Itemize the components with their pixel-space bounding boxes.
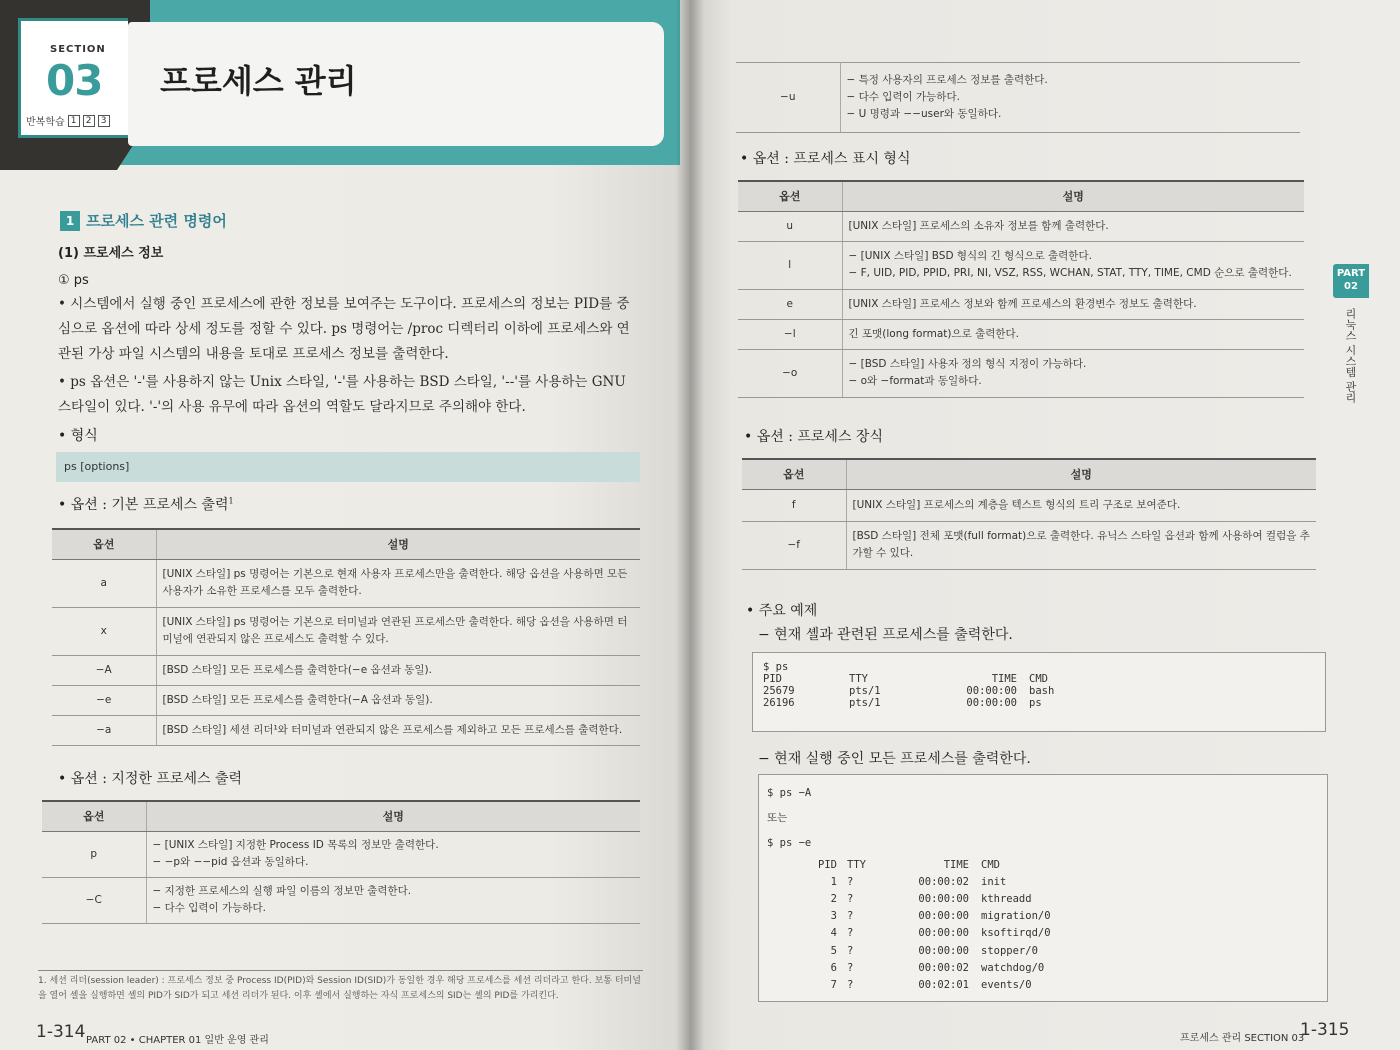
option-cell: p <box>42 831 146 877</box>
table-row <box>52 685 640 715</box>
table-row <box>52 559 640 607</box>
table-row <box>742 521 1316 569</box>
option-cell: −A <box>52 655 156 685</box>
desc-cell <box>842 319 1304 349</box>
code-line: $ ps <box>763 661 789 673</box>
code-cell: 25679 <box>763 685 795 697</box>
desc-cell <box>840 63 1300 133</box>
code-cell: ? <box>847 961 854 974</box>
code-cell: 3 <box>830 910 837 923</box>
code-col-time: TIME <box>991 673 1017 685</box>
code-cell: 26196 <box>763 697 795 709</box>
footnote: 1. 세션 리더(session leader) : 프로세스 정보 중 Process ID(PID)와 Session ID(SID)가 동일한 경우 해당 프로세스를 세션 리더라고 한다. 보통 터미널을 열어 셸을 실행하면 셸의 PID가 SID가 되고 세션 리더가 된다. 이후 셸에서 실행하는 자식 프로세스의 SID는 셸의 PID를 가리킨다. <box>38 970 643 1004</box>
option-cell: u <box>738 211 842 241</box>
code-cell: ksoftirqd/0 <box>981 927 1051 940</box>
table-row <box>52 607 640 655</box>
option-cell: a <box>52 559 156 607</box>
option-cell: −a <box>52 715 156 745</box>
desc-line: − [UNIX 스타일] BSD 형식의 긴 형식으로 출력한다. <box>848 250 1092 262</box>
desc-cell <box>846 489 1316 521</box>
option-cell: −l <box>738 319 842 349</box>
col-option: 옵션 <box>742 459 846 489</box>
heading-1 <box>60 210 227 231</box>
code-cell: watchdog/0 <box>981 961 1045 974</box>
desc-line: − [BSD 스타일] 사용자 정의 형식 지정이 가능하다. <box>848 358 1087 370</box>
code-col-pid: PID <box>818 858 837 871</box>
code-col-tty: TTY <box>849 673 868 685</box>
code-row <box>807 977 1319 994</box>
code-col-cmd: CMD <box>981 858 1000 871</box>
page-number-left: 1-314 <box>36 1022 86 1042</box>
heading-number: 1 <box>60 211 80 231</box>
desc-line: − 특정 사용자의 프로세스 정보를 출력한다. <box>846 74 1048 86</box>
repeat-box-1[interactable]: 1 <box>68 115 80 127</box>
code-col-pid: PID <box>763 673 782 685</box>
code-cell: ? <box>847 944 854 957</box>
table-row <box>738 241 1304 289</box>
col-option: 옵션 <box>42 801 146 831</box>
example-2-code <box>758 774 1328 1002</box>
col-option: 옵션 <box>738 181 842 211</box>
desc-cell <box>842 241 1304 289</box>
code-cell: 6 <box>830 961 837 974</box>
code-cell: 00:00:00 <box>918 893 969 906</box>
page-footer-left: PART 02 • CHAPTER 01 일반 운영 관리 <box>86 1035 269 1046</box>
option-cell: e <box>738 289 842 319</box>
code-cell: 5 <box>830 944 837 957</box>
code-cell: pts/1 <box>849 697 881 709</box>
repeat-box-2[interactable]: 2 <box>83 115 95 127</box>
table-row <box>738 211 1304 241</box>
table-row <box>738 349 1304 397</box>
left-page <box>0 0 690 1050</box>
desc-cell <box>842 211 1304 241</box>
code-cell: migration/0 <box>981 910 1051 923</box>
code-cell: 00:00:00 <box>966 685 1017 697</box>
code-cell: 00:00:00 <box>966 697 1017 709</box>
code-cell: ? <box>847 893 854 906</box>
desc-line: − U 명령과 −−user와 동일하다. <box>846 108 1002 120</box>
decor-options-label: • 옵션 : 프로세스 장식 <box>744 429 883 445</box>
code-cell: bash <box>1029 685 1055 697</box>
code-cell: events/0 <box>981 979 1032 992</box>
code-row <box>763 685 1315 697</box>
display-options-label: • 옵션 : 프로세스 표시 형식 <box>740 151 911 167</box>
desc-line: − −p와 −−pid 옵션과 동일하다. <box>152 856 309 868</box>
option-cell: f <box>742 489 846 521</box>
code-row <box>807 908 1319 925</box>
code-cell: 7 <box>830 979 837 992</box>
desc-line: − F, UID, PID, PPID, PRI, NI, VSZ, RSS, WCHAN, STAT, TTY, TIME, CMD 순으로 출력한다. <box>848 267 1292 279</box>
code-row <box>807 874 1319 891</box>
book-spine <box>676 0 704 1050</box>
desc-cell: [BSD 스타일] 세션 리더¹와 터미널과 연관되지 않은 프로세스를 제외하고 모든 프로세스를 출력한다. <box>156 715 640 745</box>
option-cell: −C <box>42 877 146 923</box>
user-option-table <box>736 62 1300 133</box>
examples-label: • 주요 예제 <box>746 603 818 619</box>
desc-line: − [UNIX 스타일] 지정한 Process ID 목록의 정보만 출력한다. <box>152 839 439 851</box>
code-cell: 00:00:00 <box>918 944 969 957</box>
basic-options-table <box>52 528 640 746</box>
section-number: 03 <box>46 56 103 105</box>
desc-line: − 지정한 프로세스의 실행 파일 이름의 정보만 출력한다. <box>152 885 412 897</box>
desc-line: [BSD 스타일] 전체 포맷(full format)으로 출력한다. 유닉스 스타일 옵션과 함께 사용하여 컬럼을 추가할 수 있다. <box>852 530 1310 559</box>
desc-cell <box>846 521 1316 569</box>
table-row <box>738 319 1304 349</box>
page-footer-right: 프로세스 관리 SECTION 03 <box>1180 1033 1305 1044</box>
option-cell: −u <box>736 63 840 133</box>
specified-options-table <box>42 800 640 924</box>
section-title: 프로세스 관리 <box>160 62 357 100</box>
repeat-label: 반복학습 <box>26 117 65 128</box>
basic-options-sup: 1 <box>228 496 234 506</box>
example-1-label: − 현재 셸과 관련된 프로세스를 출력한다. <box>758 627 1013 643</box>
basic-options-label <box>58 494 234 514</box>
code-line: 또는 <box>767 812 788 825</box>
table-row <box>42 831 640 877</box>
desc-line: 긴 포맷(long format)으로 출력한다. <box>848 327 1020 340</box>
table-row <box>52 655 640 685</box>
code-cell: ? <box>847 910 854 923</box>
code-cell: ? <box>847 927 854 940</box>
table-row <box>52 715 640 745</box>
desc-line: [UNIX 스타일] 프로세스 정보와 함께 프로세스의 환경변수 정보도 출력한다. <box>848 297 1197 310</box>
desc-cell: [BSD 스타일] 모든 프로세스를 출력한다(−A 옵션과 동일). <box>156 685 640 715</box>
code-line: $ ps −A <box>767 787 812 799</box>
specified-options-label: • 옵션 : 지정한 프로세스 출력 <box>58 771 242 787</box>
code-col-cmd: CMD <box>1029 673 1048 685</box>
option-cell: −o <box>738 349 842 397</box>
code-cell: ps <box>1029 697 1042 709</box>
code-cell: 1 <box>830 875 837 888</box>
code-header <box>807 857 1319 874</box>
paragraph-2: • ps 옵션은 '-'를 사용하지 않는 Unix 스타일, '-'를 사용하는 BSD 스타일, '--'를 사용하는 GNU 스타일이 있다. '-'의 사용 유무에 따라 옵션의 역할도 달라지므로 주의해야 한다. <box>58 374 626 415</box>
vertical-chapter-label: 리눅스 시스템 관리 <box>1344 308 1357 403</box>
option-cell: l <box>738 241 842 289</box>
code-row <box>807 925 1319 942</box>
table-row <box>736 63 1300 133</box>
col-description: 설명 <box>842 181 1304 211</box>
code-cell: init <box>981 875 1007 888</box>
desc-cell <box>146 877 640 923</box>
desc-line: − 다수 입력이 가능하다. <box>846 91 960 103</box>
desc-cell <box>842 289 1304 319</box>
code-header <box>763 673 1315 685</box>
desc-line: [UNIX 스타일] 프로세스의 계층을 텍스트 형식의 트리 구조로 보여준다. <box>852 498 1181 511</box>
code-cell: 2 <box>830 893 837 906</box>
table-row <box>738 289 1304 319</box>
code-cell: 00:00:00 <box>918 910 969 923</box>
display-options-table <box>738 180 1304 398</box>
desc-line: − 다수 입력이 가능하다. <box>152 902 266 914</box>
desc-cell <box>146 831 640 877</box>
code-table <box>767 857 1319 995</box>
code-row <box>807 943 1319 960</box>
desc-cell: [UNIX 스타일] ps 명령어는 기본으로 현재 사용자 프로세스만을 출력한다. 해당 옵션을 사용하면 모든 사용자가 소유한 프로세스를 모두 출력한다. <box>156 559 640 607</box>
table-row <box>42 877 640 923</box>
example-1-code <box>752 652 1326 732</box>
code-cell: kthreadd <box>981 893 1032 906</box>
page-number-right: 1-315 <box>1300 1020 1350 1040</box>
format-box: ps [options] <box>56 452 640 482</box>
code-cell: stopper/0 <box>981 944 1038 957</box>
code-cell: ? <box>847 979 854 992</box>
col-description: 설명 <box>146 801 640 831</box>
basic-options-text: • 옵션 : 기본 프로세스 출력 <box>58 497 229 513</box>
desc-cell <box>842 349 1304 397</box>
decor-options-table <box>742 458 1316 570</box>
code-col-tty: TTY <box>847 858 866 871</box>
option-cell: −f <box>742 521 846 569</box>
code-row <box>807 960 1319 977</box>
repeat-box-3[interactable]: 3 <box>98 115 110 127</box>
desc-line: [UNIX 스타일] 프로세스의 소유자 정보를 함께 출력한다. <box>848 219 1109 232</box>
section-label: SECTION <box>50 44 106 55</box>
option-cell: x <box>52 607 156 655</box>
code-col-time: TIME <box>943 858 969 871</box>
col-description: 설명 <box>846 459 1316 489</box>
code-row <box>807 891 1319 908</box>
col-description: 설명 <box>156 529 640 559</box>
paragraph-1: • 시스템에서 실행 중인 프로세스에 관한 정보를 보여주는 도구이다. 프로세스의 정보는 PID를 중심으로 옵션에 따라 상세 정도를 정할 수 있다. ps 명령어는 /proc 디렉터리 이하에 프로세스와 연관된 가상 파일 시스템의 내용을 토대로 프로세스 정보를 출력한다. <box>58 296 630 362</box>
code-line: $ ps −e <box>767 837 812 850</box>
code-cell: ? <box>847 875 854 888</box>
heading-1-text: 프로세스 관련 명령어 <box>86 212 227 230</box>
code-cell: 00:00:02 <box>918 961 969 974</box>
part-tab: PART 02 <box>1333 264 1369 298</box>
example-2-label: − 현재 실행 중인 모든 프로세스를 출력한다. <box>758 751 1031 767</box>
desc-cell: [BSD 스타일] 모든 프로세스를 출력한다(−e 옵션과 동일). <box>156 655 640 685</box>
desc-line: − o와 −format과 동일하다. <box>848 375 982 387</box>
code-cell: 00:00:02 <box>918 875 969 888</box>
heading-3: ① ps <box>58 273 89 288</box>
option-cell: −e <box>52 685 156 715</box>
format-label: • 형식 <box>58 428 98 444</box>
desc-cell: [UNIX 스타일] ps 명령어는 기본으로 터미널과 연관된 프로세스만 출력한다. 해당 옵션을 사용하면 터미널에 연관되지 않은 프로세스도 출력할 수 있다. <box>156 607 640 655</box>
repeat-study <box>26 113 110 128</box>
code-cell: pts/1 <box>849 685 881 697</box>
code-cell: 4 <box>830 927 837 940</box>
code-row <box>763 697 1315 709</box>
table-row <box>742 489 1316 521</box>
code-cell: 00:00:00 <box>918 927 969 940</box>
col-option: 옵션 <box>52 529 156 559</box>
heading-2: (1) 프로세스 정보 <box>58 246 164 261</box>
code-cell: 00:02:01 <box>918 979 969 992</box>
